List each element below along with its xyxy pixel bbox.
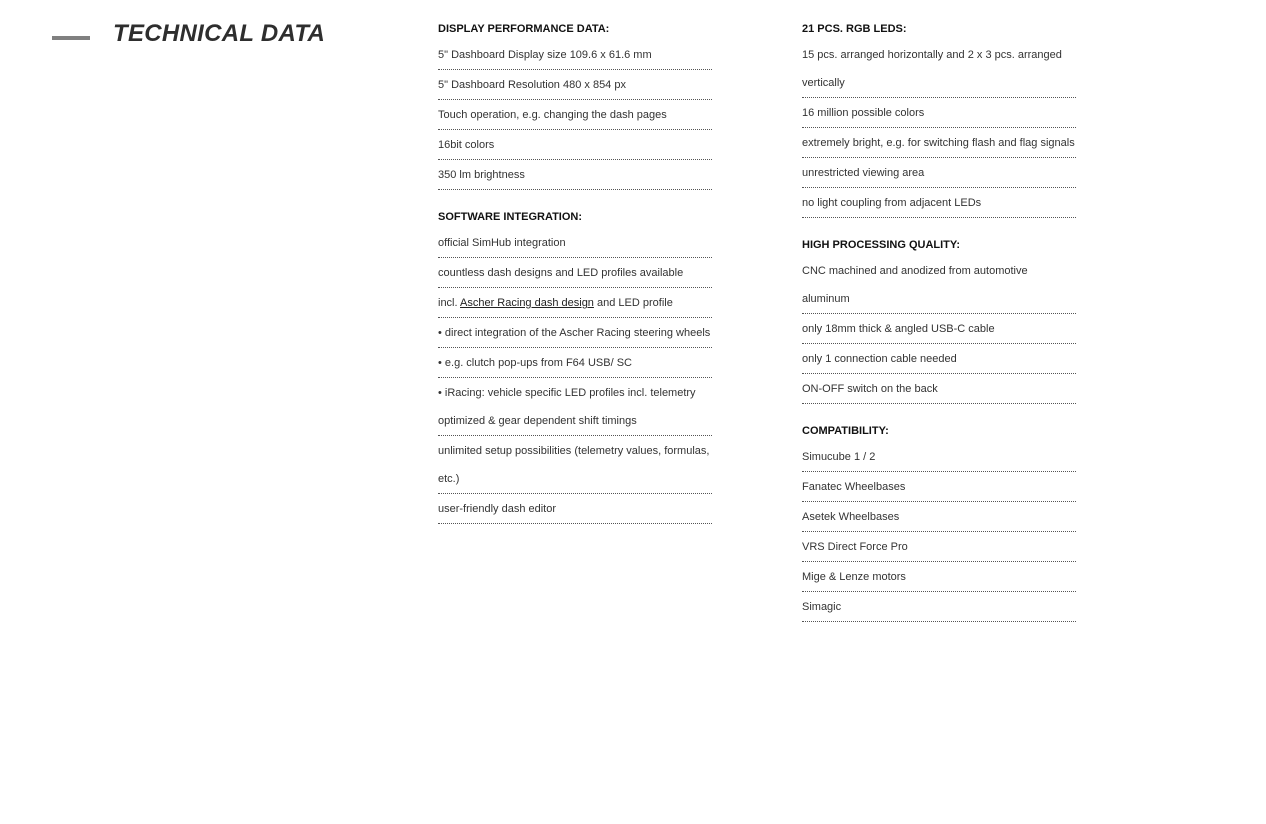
list-item: 5" Dashboard Display size 109.6 x 61.6 mm xyxy=(438,40,712,70)
list-item: extremely bright, e.g. for switching flash and flag signals xyxy=(802,128,1076,158)
page-title: TECHNICAL DATA xyxy=(113,20,326,47)
section-heading: 21 PCS. RGB LEDS: xyxy=(802,23,907,35)
list-item: user-friendly dash editor xyxy=(438,494,712,524)
list-item: Asetek Wheelbases xyxy=(802,502,1076,532)
list-item: no light coupling from adjacent LEDs xyxy=(802,188,1076,218)
list-item: countless dash designs and LED profiles available xyxy=(438,258,712,288)
list-item: official SimHub integration xyxy=(438,228,712,258)
list-item: Simucube 1 / 2 xyxy=(802,442,1076,472)
section-heading: COMPATIBILITY: xyxy=(802,425,889,437)
list-item: unlimited setup possibilities (telemetry values, formulas, etc.) xyxy=(438,436,712,494)
list-item: • e.g. clutch pop-ups from F64 USB/ SC xyxy=(438,348,712,378)
list-item: only 18mm thick & angled USB-C cable xyxy=(802,314,1076,344)
spec-list xyxy=(802,40,1076,218)
list-item-prefix: incl. xyxy=(438,297,458,309)
list-item: 16bit colors xyxy=(438,130,712,160)
list-item: ON-OFF switch on the back xyxy=(802,374,1076,404)
ascher-racing-dash-design-link[interactable]: Ascher Racing dash design xyxy=(460,297,594,309)
title-accent-bar xyxy=(52,36,90,40)
spec-list xyxy=(438,40,712,190)
software-integration-section xyxy=(438,210,712,524)
list-item: Simagic xyxy=(802,592,1076,622)
section-heading: DISPLAY PERFORMANCE DATA: xyxy=(438,23,610,35)
list-item: Mige & Lenze motors xyxy=(802,562,1076,592)
rgb-leds-section xyxy=(802,22,1076,218)
spec-list xyxy=(438,228,712,524)
list-item: 16 million possible colors xyxy=(802,98,1076,128)
section-heading: SOFTWARE INTEGRATION: xyxy=(438,211,583,223)
list-item: only 1 connection cable needed xyxy=(802,344,1076,374)
list-item: CNC machined and anodized from automotive aluminum xyxy=(802,256,1076,314)
spec-list xyxy=(802,442,1076,622)
spec-column-right xyxy=(802,22,1076,642)
spec-column-left xyxy=(438,22,712,544)
list-item: VRS Direct Force Pro xyxy=(802,532,1076,562)
section-heading: HIGH PROCESSING QUALITY: xyxy=(802,239,961,251)
list-item: 15 pcs. arranged horizontally and 2 x 3 pcs. arranged vertically xyxy=(802,40,1076,98)
list-item: Touch operation, e.g. changing the dash pages xyxy=(438,100,712,130)
list-item: unrestricted viewing area xyxy=(802,158,1076,188)
compatibility-section xyxy=(802,424,1076,622)
list-item: • direct integration of the Ascher Racing steering wheels xyxy=(438,318,712,348)
list-item-with-link xyxy=(438,288,712,318)
list-item: 5" Dashboard Resolution 480 x 854 px xyxy=(438,70,712,100)
display-performance-section xyxy=(438,22,712,190)
list-item: Fanatec Wheelbases xyxy=(802,472,1076,502)
list-item-suffix: and LED profile xyxy=(597,297,673,309)
list-item: 350 lm brightness xyxy=(438,160,712,190)
list-item: • iRacing: vehicle specific LED profiles incl. telemetry optimized & gear dependent shift timings xyxy=(438,378,712,436)
spec-list xyxy=(802,256,1076,404)
processing-quality-section xyxy=(802,238,1076,404)
